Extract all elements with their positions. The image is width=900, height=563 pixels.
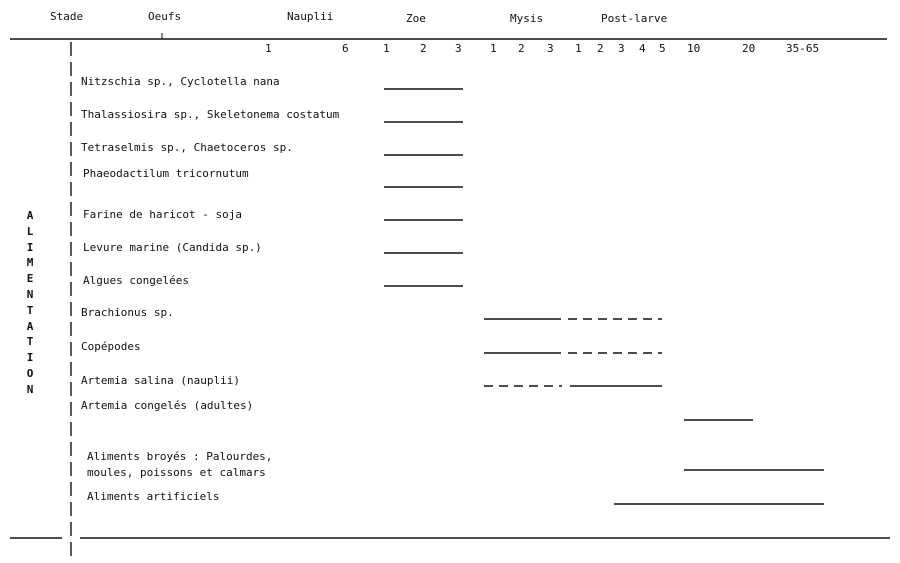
substage-pl-20: 20 — [742, 42, 756, 55]
substage-pl-35-65: 35-65 — [786, 42, 820, 55]
stage-header-zoe: Zoe — [406, 12, 426, 25]
side-letter: A — [26, 319, 34, 333]
side-letter: T — [26, 335, 34, 349]
side-letter: N — [26, 382, 34, 396]
side-letter: L — [26, 224, 34, 238]
side-letter: N — [26, 287, 34, 301]
side-letter: O — [26, 366, 34, 380]
side-letter: A — [26, 209, 34, 222]
side-letter: I — [26, 351, 34, 365]
side-letter: I — [26, 240, 34, 254]
food-label-algues: Algues congelées — [83, 274, 189, 287]
substage-mysis-2: 2 — [518, 42, 525, 55]
food-label-brachionus: Brachionus sp. — [81, 306, 174, 319]
food-label-aliments-artificiels: Aliments artificiels — [87, 490, 220, 503]
substage-mysis-3: 3 — [547, 42, 554, 55]
substage-pl-2: 2 — [597, 42, 604, 55]
substage-zoe-3: 3 — [455, 42, 462, 55]
food-label-copepodes: Copépodes — [81, 340, 141, 353]
substage-pl-3: 3 — [618, 42, 625, 55]
food-label-tetraselmis: Tetraselmis sp., Chaetoceros sp. — [81, 141, 293, 154]
food-label-artemia-adultes: Artemia congelés (adultes) — [81, 399, 254, 412]
side-letter: T — [26, 303, 34, 317]
substage-zoe-1: 1 — [383, 42, 390, 55]
side-letter: M — [26, 256, 34, 270]
food-label-aliments-broyes-cont: moules, poissons et calmars — [87, 466, 266, 479]
substage-pl-4: 4 — [639, 42, 646, 55]
food-label-artemia-nauplii: Artemia salina (nauplii) — [81, 374, 240, 387]
stage-header-stade: Stade — [50, 10, 84, 23]
stage-header-nauplii: Nauplii — [287, 10, 334, 23]
food-label-nitzschia: Nitzschia sp., Cyclotella nana — [81, 75, 280, 88]
substage-pl-10: 10 — [687, 42, 701, 55]
substage-zoe-2: 2 — [420, 42, 427, 55]
substage-pl-5: 5 — [659, 42, 666, 55]
food-label-thalassiosira: Thalassiosira sp., Skeletonema costatum — [81, 108, 340, 121]
stage-header-oeufs: Oeufs — [148, 10, 182, 23]
side-letter: E — [26, 272, 34, 286]
stage-header-post-larve: Post-larve — [601, 12, 668, 25]
substage-mysis-1: 1 — [490, 42, 497, 55]
substage-nauplii-6: 6 — [342, 42, 349, 55]
food-label-aliments-broyes: Aliments broyés : Palourdes, — [87, 450, 273, 463]
substage-pl-1: 1 — [575, 42, 582, 55]
stage-header-mysis: Mysis — [510, 12, 544, 25]
food-label-levure: Levure marine (Candida sp.) — [83, 241, 262, 254]
food-label-phaeodactilum: Phaeodactilum tricornutum — [83, 167, 249, 180]
food-label-farine: Farine de haricot - soja — [83, 208, 242, 221]
substage-nauplii-1: 1 — [265, 42, 272, 55]
